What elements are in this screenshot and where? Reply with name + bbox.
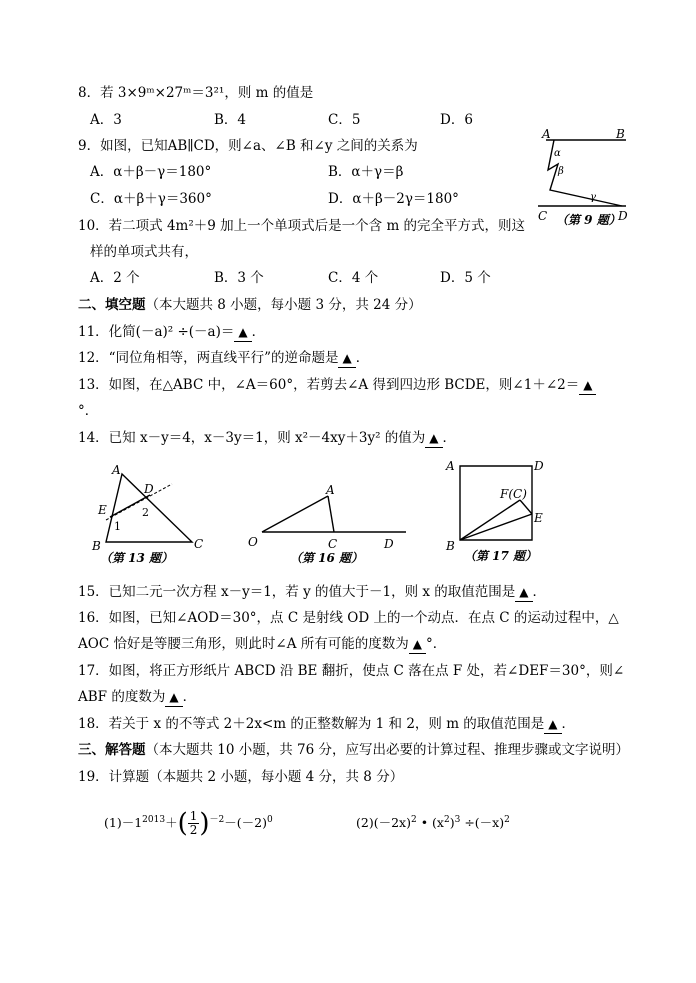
q11-end: ． [251, 324, 266, 340]
q14-blank: ▲ [425, 429, 442, 448]
figure-q9 [530, 128, 640, 228]
q11-stem: 11．化简(－a)² ÷(－a)＝ [78, 324, 235, 340]
fig16-caption: （第 16 题） [290, 551, 364, 565]
q10-option-c: C．4 个 [328, 270, 379, 286]
figure-q13 [88, 462, 218, 574]
q19-p1-num: 1 [189, 809, 198, 823]
q19-p1-a: －1 [121, 815, 143, 830]
fig17-label-b: B [446, 539, 455, 553]
q10-line1: 10．若二项式 4m²＋9 加上一个单项式后是一个含 m 的完全平方式，则这 [78, 218, 526, 234]
q17-line2 [78, 688, 196, 707]
fig17-label-fc: F(C) [500, 487, 527, 501]
q16-line1: 16．如图，已知∠AOD＝30°，点 C 是射线 OD 上的一个动点．在点 C 的运动过程中，△ [78, 610, 619, 626]
fig13-label-c: C [194, 537, 204, 551]
q17-blank: ▲ [165, 688, 182, 707]
figure-q16 [244, 476, 412, 572]
fig13-label-b: B [92, 539, 101, 553]
section2-title: 二、填空题 [78, 297, 146, 313]
q19-p1-plus: ＋ [165, 815, 178, 830]
q13-blank: ▲ [579, 376, 596, 395]
fig13-label-e: E [98, 503, 107, 517]
q8-option-c: C．5 [328, 112, 361, 128]
q19-p2-d: ÷(－x) [460, 815, 505, 830]
section3-header [78, 741, 629, 759]
q12-blank: ▲ [338, 349, 355, 368]
q16-line2 [78, 635, 446, 654]
fig9-label-a: A [542, 128, 551, 141]
q16-end: °． [426, 636, 447, 652]
q19-p2-b: (x [432, 815, 444, 830]
q12 [78, 349, 369, 368]
q19-p2-e3: 3 [454, 814, 461, 825]
q9-option-d: D．α＋β－2γ＝180° [328, 191, 459, 207]
q18 [78, 715, 575, 734]
q14-stem: 14．已知 x－y＝4，x－3y＝1，则 x²－4xy＋3y² 的值为 [78, 430, 426, 446]
q9-option-b: B．α＋γ＝β [328, 164, 404, 180]
section3-title: 三、解答题 [78, 742, 146, 758]
q18-blank: ▲ [544, 715, 561, 734]
q15-blank: ▲ [515, 583, 532, 602]
fig13-caption: （第 13 题） [100, 551, 174, 565]
q17-line1: 17．如图，将正方形纸片 ABCD 沿 BE 翻折，使点 C 落在点 F 处，若∠DEF＝30°，则∠ [78, 663, 625, 679]
q15-stem: 15．已知二元一次方程 x－y＝1，若 y 的值大于－1，则 x 的取值范围是 [78, 584, 516, 600]
fig16-label-a: A [326, 483, 335, 497]
q8-option-b: B．4 [214, 112, 247, 128]
section2-header [78, 296, 422, 314]
fig13-label-1: 1 [114, 520, 121, 533]
q19-p2-e4: 2 [504, 814, 510, 825]
q10-line2: 样的单项式共有， [90, 244, 198, 260]
q19-p2-a: (－2x) [373, 815, 411, 830]
q8-option-d: D．6 [440, 112, 473, 128]
q11 [78, 323, 265, 342]
q19-p1-exp: 2013 [142, 814, 166, 825]
fig9-label-alpha: α [554, 148, 561, 159]
q15 [78, 583, 546, 602]
fig9-label-c: C [538, 209, 548, 223]
fig9-label-b: B [616, 128, 625, 141]
q8-stem: 8．若 3×9ᵐ×27ᵐ＝3²¹，则 m 的值是 [78, 85, 314, 101]
q10-option-d: D．5 个 [440, 270, 491, 286]
q9-option-a: A．α＋β－γ＝180° [90, 164, 212, 180]
figure-q17 [444, 456, 554, 574]
fig17-caption: （第 17 题） [464, 549, 538, 563]
q18-end: ． [561, 716, 576, 732]
q19-p1-label: (1) [104, 815, 122, 830]
q19-p2-label: (2) [356, 815, 374, 830]
q19-p1-exp3: 0 [267, 814, 273, 825]
q13-line1 [78, 376, 596, 395]
q17-stem: ABF 的度数为 [78, 689, 166, 705]
q9-stem: 9．如图，已知AB∥CD，则∠a、∠B 和∠y 之间的关系为 [78, 138, 418, 154]
q8-option-a: A．3 [90, 112, 122, 128]
fig13-label-2: 2 [142, 506, 149, 519]
q19-p1-den: 2 [189, 823, 198, 837]
fig13-label-d: D [144, 482, 154, 496]
q18-stem: 18．若关于 x 的不等式 2＋2x<m 的正整数解为 1 和 2，则 m 的取值范围是 [78, 716, 545, 732]
q16-blank: ▲ [409, 635, 426, 654]
fig16-label-d: D [384, 537, 394, 551]
q19-p2-e1: 2 [410, 814, 417, 825]
q19-stem: 19．计算题（本题共 2 小题，每小题 4 分，共 8 分） [78, 769, 404, 785]
q19-p1-exp2: －2 [209, 814, 225, 825]
q12-stem: 12．“同位角相等，两直线平行”的逆命题是 [78, 350, 339, 366]
fig9-label-d: D [618, 209, 628, 223]
fig17-label-d: D [534, 459, 544, 473]
fig9-label-gamma: γ [590, 192, 596, 203]
fig9-label-beta: β [558, 166, 564, 177]
fig9-caption: （第 9 题） [556, 213, 621, 227]
section3-note: （本大题共 10 小题，共 76 分，应写出必要的计算过程、推理步骤或文字说明） [145, 742, 630, 758]
q19-p2-dot: • [416, 815, 433, 830]
q19-p2-c: ) [449, 815, 455, 830]
fig16-label-o: O [248, 535, 258, 549]
q9-option-c: C．α＋β＋γ＝360° [90, 191, 212, 207]
q11-blank: ▲ [234, 323, 251, 342]
q13-stem: 13．如图，在△ABC 中，∠A＝60°，若剪去∠A 得到四边形 BCDE，则∠1＋∠2＝ [78, 377, 580, 393]
fig17-label-e: E [534, 511, 543, 525]
q19-part2 [356, 808, 510, 838]
q17-end: ． [182, 689, 197, 705]
q10-option-a: A．2 个 [90, 270, 140, 286]
fig13-label-a: A [112, 463, 121, 477]
q19-p1-fraction [188, 810, 200, 837]
section2-note: （本大题共 8 小题，每小题 3 分，共 24 分） [145, 297, 422, 313]
q10-option-b: B．3 个 [214, 270, 264, 286]
fig16-label-c: C [328, 537, 338, 551]
q15-end: ． [532, 584, 547, 600]
q16-stem: AOC 恰好是等腰三角形，则此时∠A 所有可能的度数为 [78, 636, 409, 652]
q13-line2: °． [78, 403, 99, 419]
q19-part1: $(1)-1^{2013}+$( $\frac{1}{2}$ )$^{-2}-(-2)^0$ [104, 808, 273, 839]
fig17-label-a: A [446, 459, 455, 473]
q14-end: ． [442, 430, 457, 446]
q14 [78, 429, 456, 448]
q12-end: ． [355, 350, 370, 366]
q19-p1-rest: －(－2) [224, 815, 267, 830]
q19-p2-e2: 2 [443, 814, 450, 825]
